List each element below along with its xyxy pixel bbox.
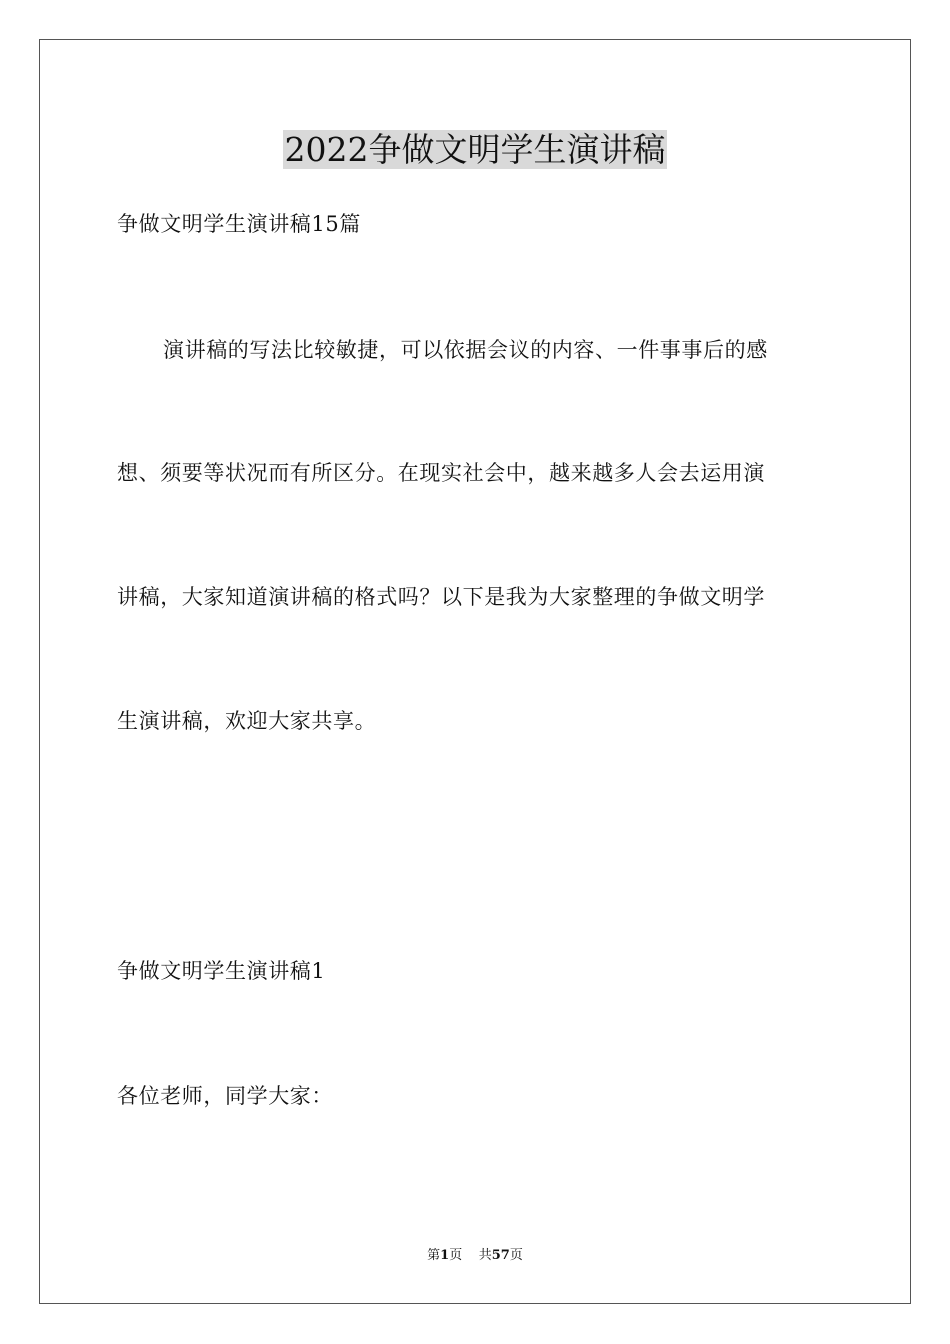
page-footer xyxy=(0,1247,950,1265)
intro-line-2: 想、须要等状况而有所区分。在现实社会中，越来越多人会去运用演 xyxy=(117,461,765,485)
total-label-suffix: 页 xyxy=(509,1248,523,1263)
document-subtitle: 争做文明学生演讲稿15篇 xyxy=(117,212,361,236)
document-title-text: 2022争做文明学生演讲稿 xyxy=(284,130,666,169)
total-label-prefix: 共 xyxy=(478,1248,492,1263)
intro-line-4: 生演讲稿，欢迎大家共享。 xyxy=(117,709,377,733)
document-title xyxy=(0,128,950,172)
total-pages: 57 xyxy=(491,1248,510,1263)
page-number: 1 xyxy=(440,1248,450,1263)
page-label-suffix: 页 xyxy=(449,1248,463,1263)
greeting: 各位老师，同学大家： xyxy=(117,1084,333,1108)
section-heading: 争做文明学生演讲稿1 xyxy=(117,959,326,983)
page-label-prefix: 第 xyxy=(427,1248,441,1263)
intro-line-3: 讲稿，大家知道演讲稿的格式吗？以下是我为大家整理的争做文明学 xyxy=(117,585,765,609)
intro-line-1: 演讲稿的写法比较敏捷，可以依据会议的内容、一件事事后的感 xyxy=(163,338,768,362)
